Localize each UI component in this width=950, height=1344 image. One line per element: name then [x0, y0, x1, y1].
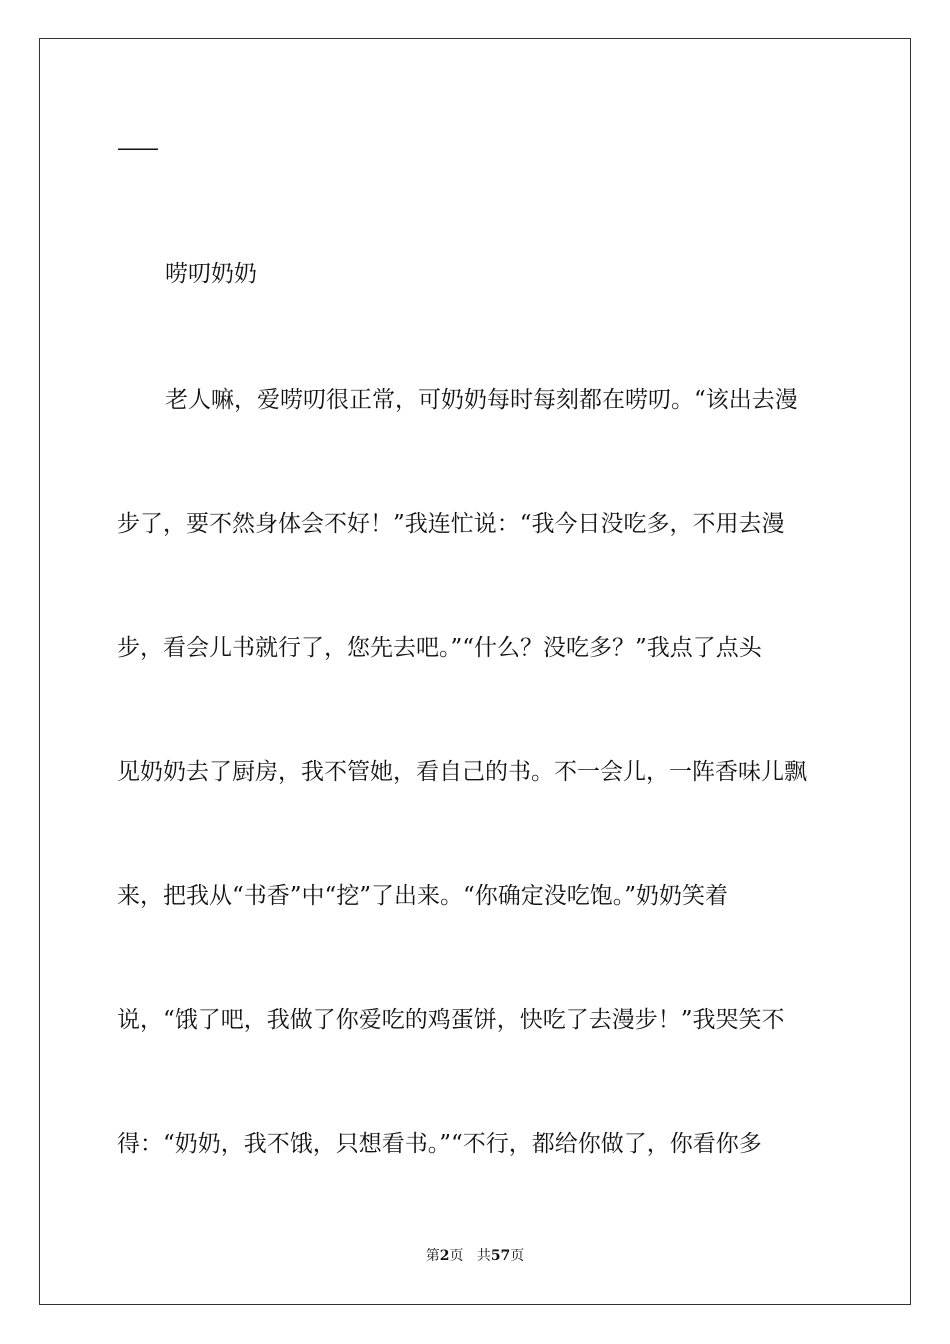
- page-border: [39, 38, 911, 1305]
- paragraph-line-4: 见奶奶去了厨房，我不管她，看自己的书。不一会儿，一阵香味儿飘: [117, 759, 807, 785]
- page-footer: [0, 1248, 950, 1264]
- footer-page-suffix: 页: [449, 1248, 464, 1264]
- separator-dash: ——: [117, 136, 157, 161]
- footer-page-number: 2: [439, 1248, 450, 1264]
- footer-total-pages: 57: [490, 1248, 511, 1264]
- footer-prefix: 第: [425, 1248, 440, 1264]
- document-title: 唠叨奶奶: [165, 261, 257, 287]
- footer-total-prefix: 共: [476, 1248, 491, 1264]
- paragraph-line-5: 来，把我从“书香”中“挖”了出来。“你确定没吃饱。”奶奶笑着: [117, 883, 729, 909]
- footer-total-suffix: 页: [510, 1248, 525, 1264]
- paragraph-line-2: 步了，要不然身体会不好！”我连忙说：“我今日没吃多，不用去漫: [117, 511, 785, 537]
- paragraph-line-1: 老人嘛，爱唠叨很正常，可奶奶每时每刻都在唠叨。“该出去漫: [165, 387, 798, 413]
- paragraph-line-6: 说，“饿了吧，我做了你爱吃的鸡蛋饼，快吃了去漫步！”我哭笑不: [117, 1007, 785, 1033]
- paragraph-line-7: 得：“奶奶，我不饿，只想看书。”“不行，都给你做了，你看你多: [117, 1131, 762, 1157]
- paragraph-line-3: 步，看会儿书就行了，您先去吧。”“什么？没吃多？”我点了点头: [117, 635, 762, 661]
